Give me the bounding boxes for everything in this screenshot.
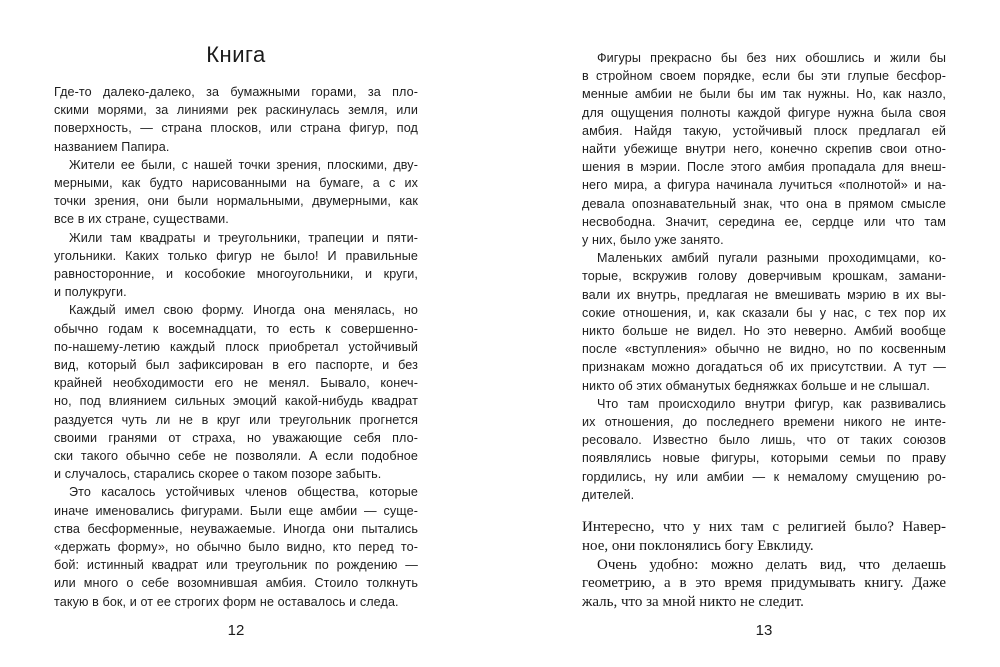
text-line: мерными, как будто нарисованными на бумаге, а с их [54, 176, 418, 191]
text-line: Жители ее были, с нашей точки зрения, плоскими, дву- [69, 157, 418, 172]
paragraph [582, 49, 946, 249]
text-line: такую в бок, и от ее строгих форм не оставалось и следа. [54, 594, 399, 609]
text-line: геометрию, а в это время придумывать книгу. Даже [582, 575, 946, 592]
text-line: никто об этих обманутых бедняжках больше и не слышал. [582, 378, 931, 393]
text-line: по-нашему-летию каждый плоск приобретал устойчивый [54, 339, 418, 354]
text-line: ресовало. Известно было лишь, что от таких союзов [582, 433, 946, 448]
text-line: «держать форму», но обычно было видно, кто перед то- [54, 540, 418, 555]
text-line: появлялись новые фигуры, которыми семьи по праву [582, 451, 946, 466]
right-page [582, 49, 946, 612]
text-line: признакам можно догадаться об их присутствии. А тут — [582, 360, 946, 375]
text-line: Фигуры прекрасно бы без них обошлись и жили бы [597, 51, 946, 65]
paragraph [54, 83, 418, 156]
text-line: названием Папира. [54, 139, 170, 154]
left-page-body [54, 83, 418, 611]
text-line: крайней необходимости его не менял. Бывало, конеч- [54, 376, 418, 391]
text-line: девала опознавательный знак, что она в прямом смысле [582, 196, 946, 211]
text-line: точки зрения, они были нормальными, двумерными, как [54, 194, 418, 209]
text-line: Это касалось устойчивых членов общества, которые [69, 485, 418, 500]
text-line: для ощущения полноты каждой фигуре нужна была своя [582, 105, 946, 120]
text-line: Жили там квадраты и треугольники, трапеции и пяти- [69, 230, 418, 245]
chapter-title: Книга [206, 42, 266, 67]
text-line: Где-то далеко-далеко, за бумажными горами, за пло- [54, 85, 418, 99]
text-line: обычно годам к восемнадцати, то есть к совершенно- [54, 321, 418, 336]
paragraph [54, 229, 418, 302]
text-line: раздуется чуть ли не в круг или треугольник прогнется [54, 412, 418, 427]
text-line: в стройном своем порядке, если бы эти глупые бесфор- [582, 69, 946, 84]
text-line: Интересно, что у них там с религией было? Навер- [582, 519, 946, 536]
text-line: Очень удобно: можно делать вид, что делаешь [597, 556, 946, 573]
paragraph [582, 556, 946, 612]
text-line: ное, они поклонялись богу Евклиду. [582, 537, 814, 554]
text-line: угольники. Каких только фигур не было! И правильные [54, 248, 418, 263]
text-line: все в их стране, существами. [54, 212, 229, 227]
paragraph [54, 483, 418, 610]
text-line: менные амбии не были бы им так нужны. Но, как назло, [582, 87, 946, 102]
text-line: бой: истинный квадрат или треугольник по рождению — [54, 558, 418, 573]
text-line: своими гранями от страха, но уважающие себя пло- [54, 430, 418, 445]
text-line: торые, вскружив голову доверчивым крошкам, замани- [582, 269, 946, 284]
text-line: ства бесформенные, неуважаемые. Иногда они пытались [54, 521, 418, 536]
page-number-right: 13 [755, 622, 773, 639]
page-number-left: 12 [227, 622, 245, 639]
text-line: него мира, а фигура начинала лучиться «полнотой» и на- [582, 178, 946, 193]
text-line: после «вступления» обычно не видно, но по косвенным [582, 342, 946, 357]
text-line: ски такого обычно себе не позволяли. А если подобное [54, 449, 418, 464]
text-line: сокие отношения, и, как сказали бы у нас, с тех пор их [582, 305, 946, 320]
narrator-afterword [582, 518, 946, 612]
text-line: гордились, ну или амбии — к немалому смущению ро- [582, 469, 946, 484]
text-line: несвободна. Значит, середина ее, сердце или что там [582, 214, 946, 229]
text-line: амбия. Найдя такую, устойчивый плоск предлагал ей [582, 123, 946, 138]
text-line: найти убежище внутри него, конечно скрепив свои отно- [582, 142, 946, 157]
paragraph [582, 518, 946, 556]
text-line: никто больше не видел. Но это неверно. Амбий вообще [582, 324, 946, 339]
text-line: или много о себе возомнившая амбия. Стоило толкнуть [54, 576, 418, 591]
text-line: иначе именовались фигурами. Были еще амбии — суще- [54, 503, 418, 518]
text-line: Что там происходило внутри фигур, как развивались [597, 396, 946, 411]
paragraph [582, 249, 946, 395]
text-line: жаль, что за мной никто не следит. [582, 594, 804, 611]
text-line: и полукруги. [54, 285, 127, 300]
text-line: поверхность, — страна плосков, или страна фигур, под [54, 121, 418, 136]
paragraph [54, 156, 418, 229]
left-page [54, 42, 418, 611]
text-line: равносторонние, и кособокие многоугольники, и круги, [54, 267, 418, 282]
text-line: шения в мэрии. После этого амбия пропадала для внеш- [582, 160, 946, 175]
text-line: скими морями, за линиями рек раскинулась земля, или [54, 103, 418, 118]
text-line: дителей. [582, 487, 635, 502]
paragraph [54, 301, 418, 483]
text-line: но, под влиянием сильных эмоций какой-нибудь квадрат [54, 394, 418, 409]
text-line: и случалось, старались скорее о таком позоре забыть. [54, 467, 382, 482]
right-page-body [582, 49, 946, 504]
text-line: вид, который был зафиксирован в его паспорте, и без [54, 358, 418, 373]
text-line: Каждый имел свою форму. Иногда она менялась, но [69, 303, 418, 318]
text-line: вали их внутрь, предлагая не вмешивать мэрию в их вы- [582, 287, 946, 302]
text-line: Маленьких амбий пугали разными проходимцами, ко- [597, 251, 946, 266]
paragraph [582, 395, 946, 504]
text-line: у них, было уже занято. [582, 233, 724, 248]
text-line: их отношения, до последнего времени никого не инте- [582, 415, 946, 430]
